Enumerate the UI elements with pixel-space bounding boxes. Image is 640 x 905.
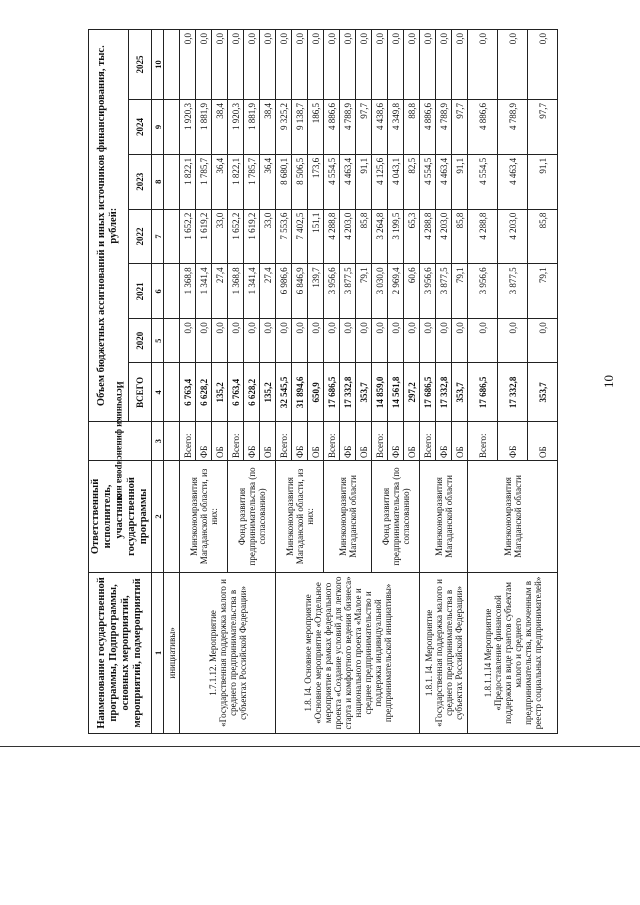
year-value: 1 785,7 [196,154,212,209]
year-value: 0,0 [372,30,388,100]
year-value: 0,0 [308,30,324,100]
year-value: 1 652,2 [180,209,196,264]
year-value: 1 341,4 [244,264,260,319]
program-item-name: 1.8.1. I4. Мероприятие «Государственная поддержка малого и среднего предпринимательства в субъектах Российской Федерации» [420,572,468,733]
year-value: 4 463,4 [340,154,356,209]
year-value: 97,7 [356,100,372,155]
year-value: 38,4 [212,100,228,155]
year-value: 1 881,9 [196,100,212,155]
funding-source: Всего: [228,422,244,461]
year-value: 4 554,5 [420,154,436,209]
year-value: 4 886,6 [324,100,340,155]
year-value: 33,0 [260,209,276,264]
year-value: 0,0 [420,319,436,363]
col-number: 9 [152,100,164,155]
year-value: 0,0 [452,30,468,100]
year-value: 0,0 [244,319,260,363]
table-body [164,30,558,734]
col-number: 6 [152,264,164,319]
total-value: 135,2 [260,363,276,422]
year-value: 6 986,6 [276,264,292,319]
year-value: 1 341,4 [196,264,212,319]
total-value: 14 859,0 [372,363,388,422]
year-value: 3 199,5 [388,209,404,264]
year-value: 3 956,6 [420,264,436,319]
year-value: 0,0 [196,30,212,100]
page-number: 10 [601,375,616,388]
total-value: 31 894,6 [292,363,308,422]
year-value: 2 969,4 [388,264,404,319]
funding-source: ФБ [292,422,308,461]
year-value: 0,0 [356,30,372,100]
funding-source: ОБ [452,422,468,461]
year-value: 0,0 [292,30,308,100]
year-value: 27,4 [260,264,276,319]
year-value: 0,0 [356,319,372,363]
funding-source: Всего: [468,422,498,461]
funding-source: ОБ [528,422,558,461]
year-value: 0,0 [388,319,404,363]
total-value: 6 628,2 [196,363,212,422]
year-value: 0,0 [388,30,404,100]
year-value: 4 463,4 [498,154,528,209]
total-value: 6 763,4 [228,363,244,422]
col-number: 3 [152,422,164,461]
budget-table [88,29,558,734]
year-value: 0,0 [528,30,558,100]
year-value: 4 463,4 [436,154,452,209]
year-value: 4 125,6 [372,154,388,209]
total-value: 6 763,4 [180,363,196,422]
year-value: 3 956,6 [468,264,498,319]
funding-source: Всего: [276,422,292,461]
year-value: 1 619,2 [196,209,212,264]
year-value: 91,1 [528,154,558,209]
year-value: 4 203,0 [436,209,452,264]
year-value: 0,0 [180,30,196,100]
program-item-name: 1.8. I4. Основное мероприятие «Основное мероприятие «Отдельное мероприятие в рамках федерального проекта «Создание условий для легкого старта и комфортного ведения бизнеса» национального проекта «Малое и среднее предпринимательство и поддержка индивидуальной предпринимательской инициативы» [276,572,420,733]
program-item-name: 1.7.1.12. Мероприятие «Государственная поддержка малого и среднего предпринимательства в субъектах Российской Федерации» [180,572,276,733]
year-value: 0,0 [260,30,276,100]
year-value: 0,0 [436,319,452,363]
header-year-2020: 2020 [128,319,151,363]
funding-source: ОБ [356,422,372,461]
total-value: 17 332,8 [498,363,528,422]
header-name: Наименование государственной программы, Подпрограммы, основных мероприятий, мероприятий, подмероприятий [89,572,152,733]
year-value: 4 043,1 [388,154,404,209]
col-number: 10 [152,30,164,100]
year-value: 0,0 [180,319,196,363]
year-value: 85,8 [528,209,558,264]
year-value: 173,6 [308,154,324,209]
year-value: 0,0 [276,319,292,363]
year-value: 38,4 [260,100,276,155]
total-value: 17 686,5 [420,363,436,422]
funding-source: Всего: [324,422,340,461]
total-value: 17 332,8 [436,363,452,422]
header-year-2024: 2024 [128,100,151,155]
total-value: 6 628,2 [244,363,260,422]
total-value: 32 545,5 [276,363,292,422]
year-value: 139,7 [308,264,324,319]
header-year-2023: 2023 [128,154,151,209]
year-value: 0,0 [228,30,244,100]
program-item-name: 1.8.1.1.I4 Мероприятие «Предоставление финансовой поддержки в виде грантов субъектам малого и среднего предпринимательства, включенным в реестр социальных предпринимателей» [468,572,558,733]
year-value: 88,8 [404,100,420,155]
funding-source: ОБ [404,422,420,461]
scan-edge-line [0,746,640,747]
executor-name: Минэкономразвития Магаданской области, из них: [180,461,228,573]
year-value: 4 788,9 [436,100,452,155]
funding-source: ФБ [498,422,528,461]
total-value: 17 686,5 [468,363,498,422]
year-value: 9 325,2 [276,100,292,155]
executor-name: Фонд развития предпринимательства (по согласованию) [228,461,276,573]
total-value: 17 332,8 [340,363,356,422]
year-value: 3 956,6 [324,264,340,319]
year-value: 0,0 [340,30,356,100]
year-value: 0,0 [452,319,468,363]
year-value: 7 553,6 [276,209,292,264]
year-value: 186,5 [308,100,324,155]
year-value: 4 203,0 [498,209,528,264]
col-number: 8 [152,154,164,209]
year-value: 1 619,2 [244,209,260,264]
year-value: 1 881,9 [244,100,260,155]
year-value: 8 680,1 [276,154,292,209]
year-value: 60,6 [404,264,420,319]
funding-source: ОБ [212,422,228,461]
table-row [468,30,498,734]
total-value: 297,2 [404,363,420,422]
header-executor: Ответственный исполнитель, участник государственной программы [89,461,152,573]
year-value: 9 138,7 [292,100,308,155]
year-value: 0,0 [404,319,420,363]
funding-source: ФБ [436,422,452,461]
year-value: 4 288,8 [324,209,340,264]
year-value: 3 877,5 [436,264,452,319]
year-value: 0,0 [420,30,436,100]
year-value: 0,0 [528,319,558,363]
year-value: 0,0 [498,319,528,363]
total-value: 135,2 [212,363,228,422]
year-value: 0,0 [436,30,452,100]
header-year-2021: 2021 [128,264,151,319]
funding-source: ФБ [388,422,404,461]
col-number: 2 [152,461,164,573]
year-value: 1 822,1 [180,154,196,209]
year-value: 0,0 [498,30,528,100]
funding-source: ФБ [244,422,260,461]
year-value: 1 368,8 [228,264,244,319]
year-value: 0,0 [468,319,498,363]
year-value: 1 785,7 [244,154,260,209]
year-value: 85,8 [356,209,372,264]
total-value: 17 686,5 [324,363,340,422]
year-value: 1 368,8 [180,264,196,319]
funding-source: ОБ [260,422,276,461]
year-value: 0,0 [244,30,260,100]
header-year-2022: 2022 [128,209,151,264]
col-number: 5 [152,319,164,363]
executor-name: Минэкономразвития Магаданской области [324,461,372,573]
year-value: 1 822,1 [228,154,244,209]
total-value: 353,7 [452,363,468,422]
total-value: 14 561,8 [388,363,404,422]
funding-source: ФБ [196,422,212,461]
year-value: 0,0 [468,30,498,100]
header-year-2025: 2025 [128,30,151,100]
year-value: 8 506,5 [292,154,308,209]
year-value: 33,0 [212,209,228,264]
year-value: 0,0 [372,319,388,363]
year-value: 82,5 [404,154,420,209]
table-row [420,30,436,734]
year-value: 4 554,5 [324,154,340,209]
year-value: 1 920,3 [228,100,244,155]
year-value: 79,1 [452,264,468,319]
total-value: 650,9 [308,363,324,422]
year-value: 4 349,8 [388,100,404,155]
col-number: 4 [152,363,164,422]
year-value: 4 288,8 [420,209,436,264]
year-value: 4 203,0 [340,209,356,264]
year-value: 3 030,0 [372,264,388,319]
year-value: 36,4 [212,154,228,209]
year-value: 91,1 [452,154,468,209]
year-value: 0,0 [340,319,356,363]
year-value: 1 652,2 [228,209,244,264]
year-value: 4 788,9 [498,100,528,155]
rotated-page [88,29,615,734]
year-value: 65,3 [404,209,420,264]
total-value: 353,7 [356,363,372,422]
col-number: 1 [152,572,164,733]
year-value: 0,0 [260,319,276,363]
executor-name: Фонд развития предпринимательства (по согласованию) [372,461,420,573]
year-value: 151,1 [308,209,324,264]
year-value: 0,0 [212,30,228,100]
year-value: 0,0 [276,30,292,100]
year-value: 85,8 [452,209,468,264]
total-value: 353,7 [528,363,558,422]
funding-source: Всего: [372,422,388,461]
year-value: 4 438,6 [372,100,388,155]
year-value: 97,7 [452,100,468,155]
header-funding: Объем бюджетных ассигнований и иных источников финансирования, тыс. рублей: [89,30,129,422]
carry-over-text: инициативы» [164,572,180,733]
funding-source: Всего: [420,422,436,461]
header-total: ВСЕГО [128,363,151,422]
year-value: 79,1 [528,264,558,319]
year-value: 0,0 [196,319,212,363]
col-number: 7 [152,209,164,264]
year-value: 4 886,6 [468,100,498,155]
table-row [276,30,292,734]
executor-name: Минэкономразвития Магаданской области [420,461,468,573]
funding-source: ФБ [340,422,356,461]
year-value: 79,1 [356,264,372,319]
year-value: 0,0 [324,319,340,363]
year-value: 0,0 [324,30,340,100]
year-value: 0,0 [212,319,228,363]
header-source: Источники финансирова ния [89,422,152,461]
year-value: 97,7 [528,100,558,155]
executor-name: Минэкономразвития Магаданской области, из них: [276,461,324,573]
year-value: 91,1 [356,154,372,209]
year-value: 3 264,8 [372,209,388,264]
funding-source: Всего: [180,422,196,461]
year-value: 3 877,5 [498,264,528,319]
funding-source: ОБ [308,422,324,461]
year-value: 6 846,9 [292,264,308,319]
year-value: 0,0 [228,319,244,363]
year-value: 0,0 [404,30,420,100]
year-value: 27,4 [212,264,228,319]
year-value: 36,4 [260,154,276,209]
year-value: 7 402,5 [292,209,308,264]
year-value: 1 920,3 [180,100,196,155]
table-row [180,30,196,734]
year-value: 3 877,5 [340,264,356,319]
year-value: 0,0 [308,319,324,363]
table-row [164,30,180,734]
year-value: 4 788,9 [340,100,356,155]
executor-name: Минэкономразвития Магаданской области [468,461,558,573]
year-value: 4 288,8 [468,209,498,264]
year-value: 4 554,5 [468,154,498,209]
year-value: 0,0 [292,319,308,363]
year-value: 4 886,6 [420,100,436,155]
